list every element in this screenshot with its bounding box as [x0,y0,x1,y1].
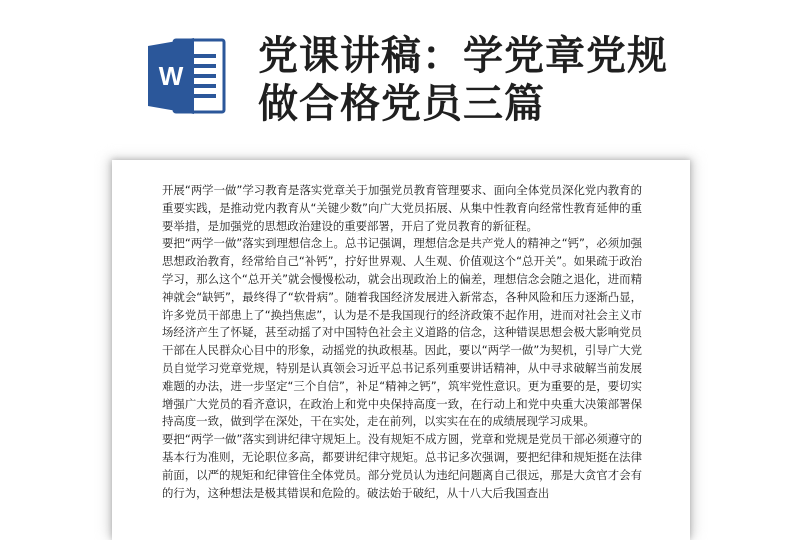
document-page [112,160,690,540]
paragraph: 开展“两学一做”学习教育是落实党章关于加强党员教育管理要求、面向全体党员深化党内教育的重要实践，是推动党内教育从“关键少数”向广大党员拓展、从集中性教育向经常性教育延伸的重要举措，是加强党的思想政治建设的重要部署，开启了党员教育的新征程。 [162,183,642,233]
word-document-icon [144,34,228,118]
paragraph: 要把“两学一做”落实到讲纪律守规矩上。没有规矩不成方圆，党章和党规是党员干部必须遵守的基本行为准则，无论职位多高，都要讲纪律守规矩。总书记多次强调，要把纪律和规矩挺在法律前面，以严的规矩和纪律管住全体党员。部分党员认为违纪问题离自己很远，那是大贪官才会有的行为，这种想法是极其错误和危险的。破法始于破纪，从十八大后我国查出 [162,432,642,500]
document-body [162,182,642,502]
word-icon-letter: W [158,61,184,91]
page-title: 党课讲稿：学党章党规 做合格党员三篇 [258,33,668,127]
paragraph: 要把“两学一做”落实到理想信念上。总书记强调，理想信念是共产党人的精神之“钙”，必须加强思想政治教育，经常给自己“补钙”，拧好世界观、人生观、价值观这个“总开关”。如果疏于政治学习，那么这个“总开关”就会慢慢松动，就会出现政治上的偏差，理想信念会随之退化，进而精神就会“缺钙”，最终得了“软骨病”。随着我国经济发展进入新常态，各种风险和压力逐渐凸显，许多党员干部患上了“换挡焦虑”，认为是不是我国现行的经济政策不起作用，进而对社会主义市场经济产生了怀疑，甚至动摇了对中国特色社会主义道路的信念，这种错误思想会极大影响党员干部在人民群众心目中的形象，动摇党的执政根基。因此，要以“两学一做”为契机，引导广大党员自觉学习党章党规，特别是认真领会习近平总书记系列重要讲话精神，从中寻求破解当前发展难题的办法，进一步坚定“三个自信”，补足“精神之钙”，筑牢党性意识。更为重要的是，要切实增强广大党员的看齐意识，在政治上和党中央保持高度一致，在行动上和党中央重大决策部署保持高度一致，做到学在深处，干在实处，走在前列，以实实在在的成绩展现学习成果。 [162,236,642,429]
header [0,0,800,160]
